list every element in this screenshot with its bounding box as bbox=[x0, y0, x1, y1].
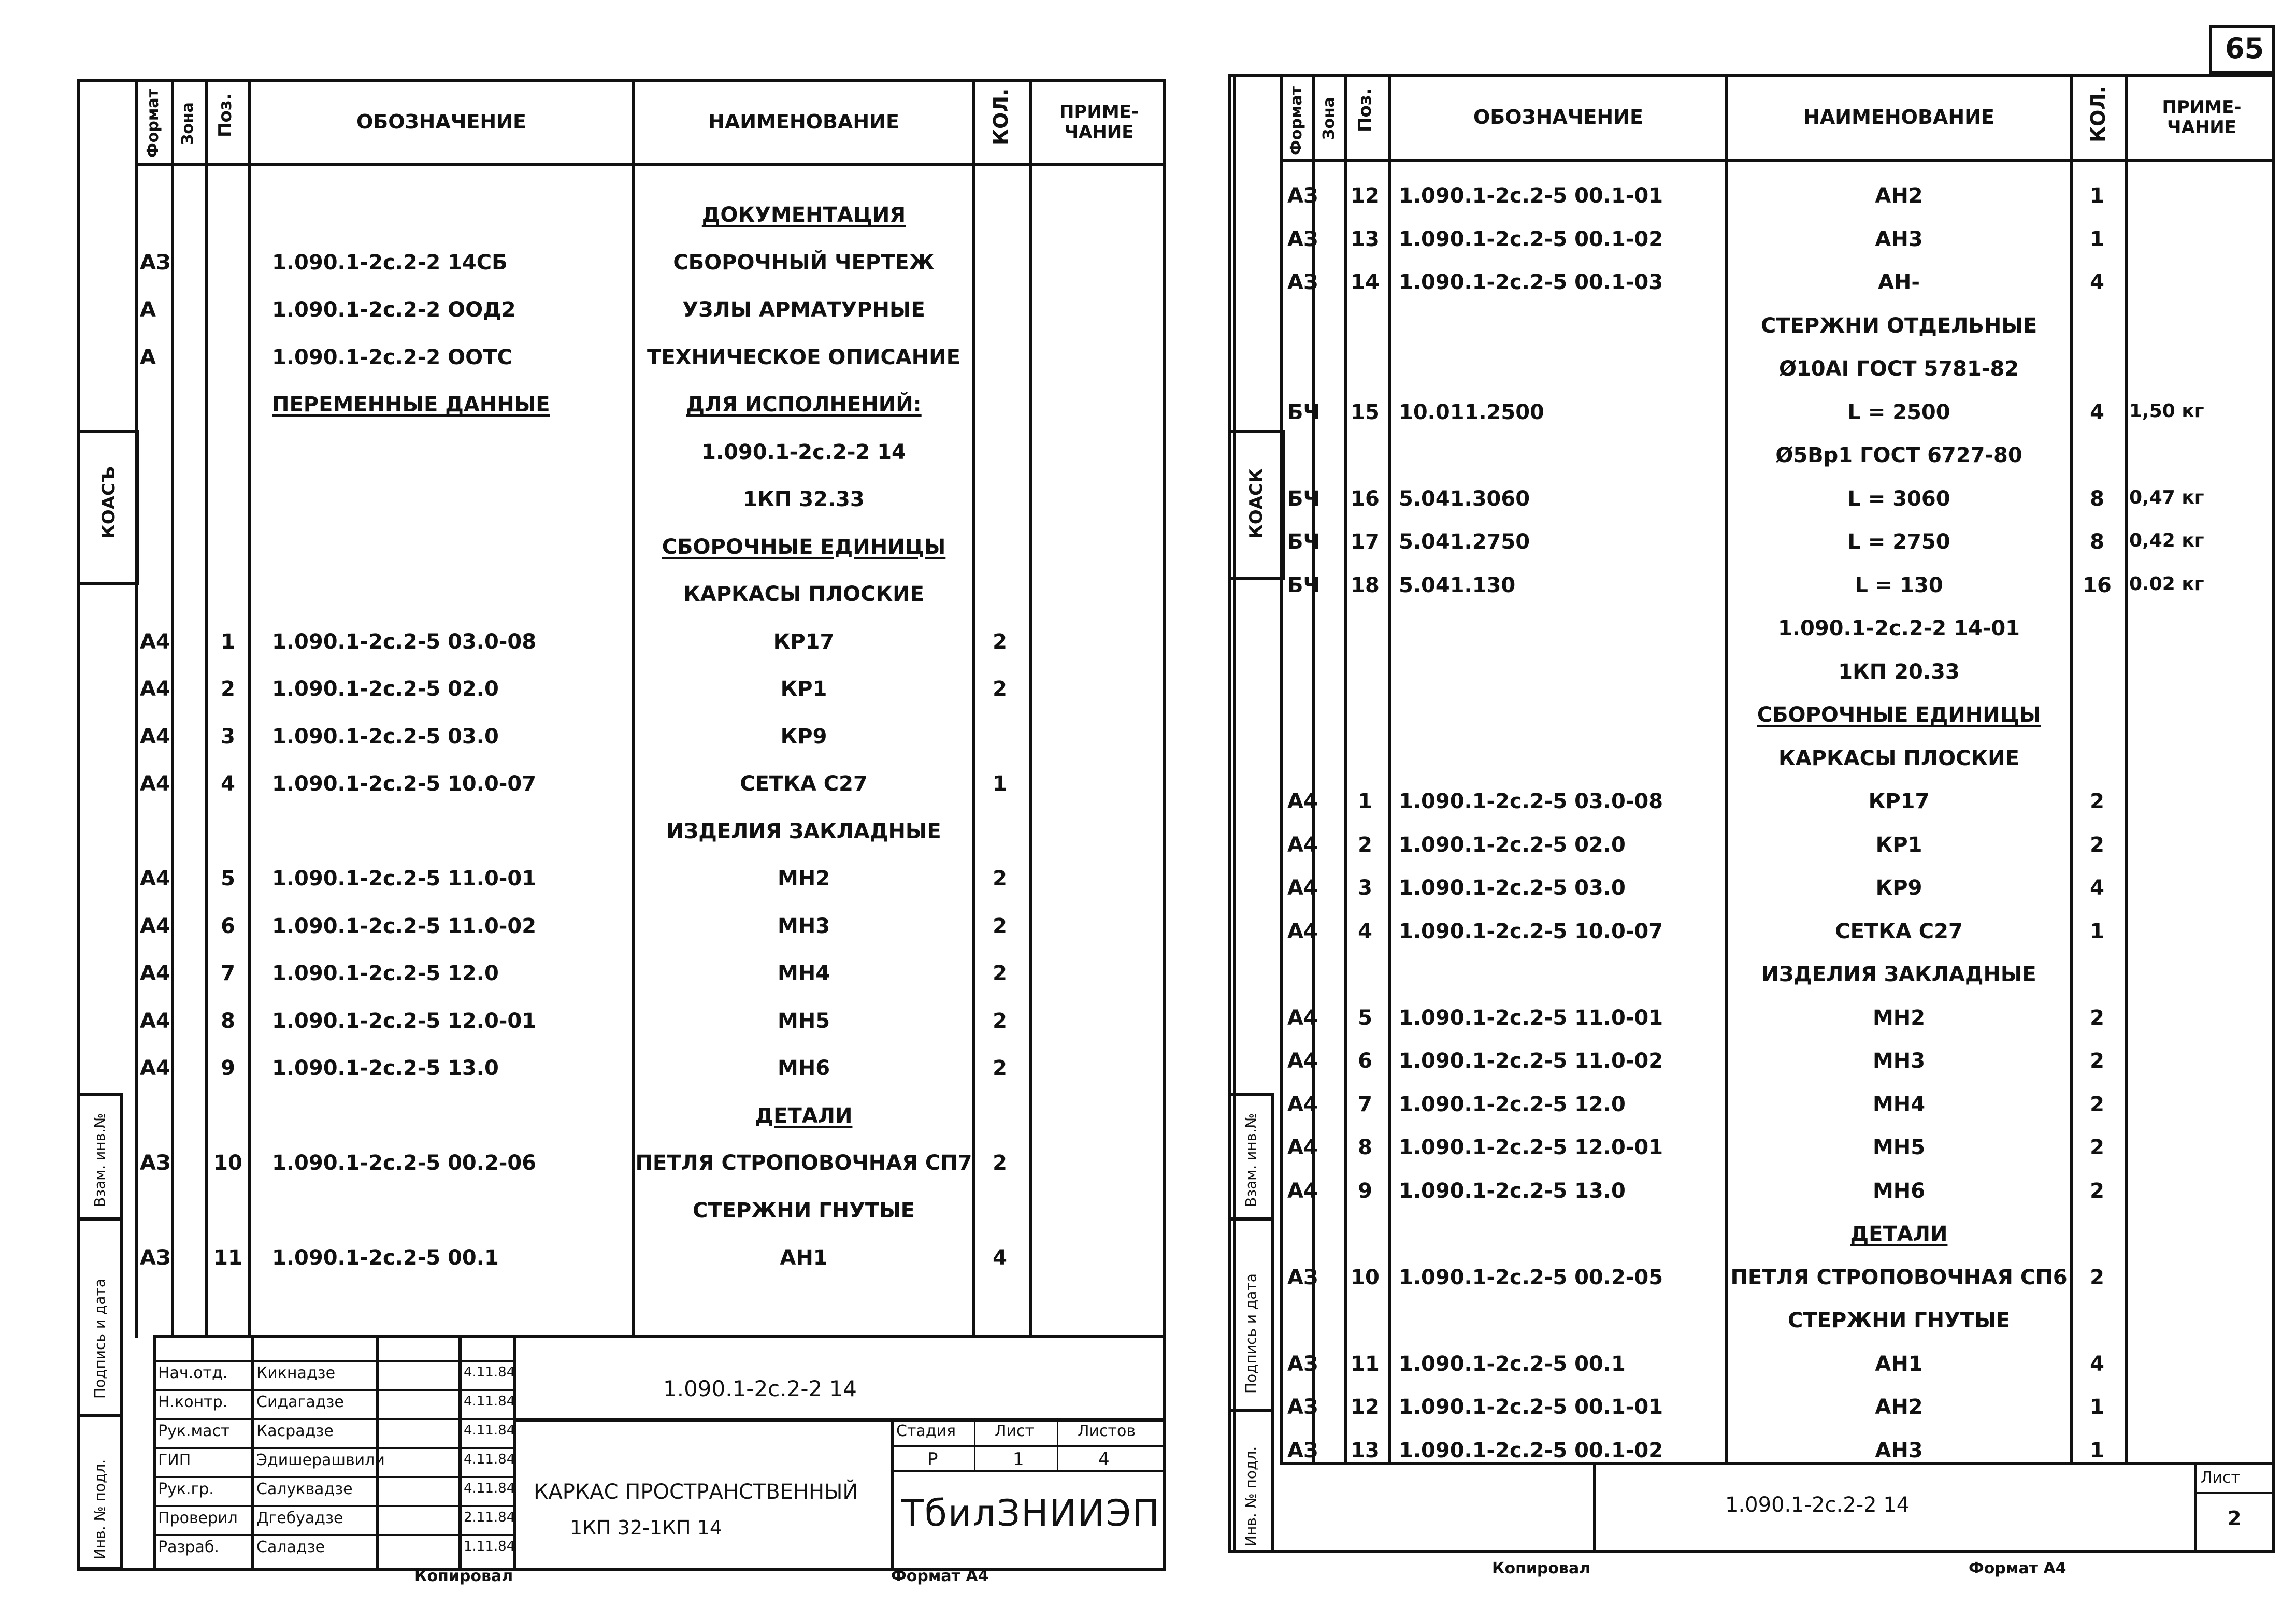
row-designation: 1.090.1-2с.2-2 ООТС bbox=[272, 345, 512, 369]
row-designation: 1.090.1-2с.2-5 03.0-08 bbox=[1399, 790, 1663, 813]
row-designation: 1.090.1-2с.2-5 11.0-02 bbox=[272, 914, 537, 938]
row-format: АЗ bbox=[1287, 227, 1318, 251]
row-position: 12 bbox=[1351, 184, 1380, 208]
row-position: 12 bbox=[1351, 1395, 1380, 1419]
row-format: АЗ bbox=[1287, 1438, 1318, 1462]
row-format: БЧ bbox=[1287, 530, 1320, 554]
row-quantity: 2 bbox=[2090, 1049, 2104, 1073]
tb-date: 4.11.84 bbox=[464, 1394, 515, 1409]
row-designation: 1.090.1-2с.2-5 00.2-05 bbox=[1399, 1265, 1663, 1289]
row-format: А4 bbox=[1287, 833, 1318, 857]
tb-date: 4.11.84 bbox=[464, 1481, 515, 1496]
row-name: ДЕТАЛИ bbox=[1850, 1222, 1948, 1246]
row-format: А4 bbox=[1287, 919, 1318, 943]
row-name: КАРКАСЫ ПЛОСКИЕ bbox=[1778, 746, 2019, 770]
row-quantity: 2 bbox=[2090, 1179, 2104, 1203]
row-position: 9 bbox=[221, 1056, 235, 1080]
row-name: СБОРОЧНЫЙ ЧЕРТЕЖ bbox=[673, 250, 935, 275]
row-name: ТЕХНИЧЕСКОЕ ОПИСАНИЕ bbox=[647, 345, 960, 369]
left-footer-format: Формат А4 bbox=[891, 1567, 989, 1585]
tb-row-line bbox=[153, 1505, 513, 1507]
row-position: 7 bbox=[221, 962, 235, 985]
left-hdr-qty: КОЛ. bbox=[989, 88, 1012, 145]
tb-person: Касрадзе bbox=[256, 1422, 334, 1440]
row-designation: 1.090.1-2с.2-5 03.0 bbox=[272, 724, 499, 749]
tb-role: ГИП bbox=[158, 1451, 191, 1469]
right-hdr-note: ПРИМЕ- ЧАНИЕ bbox=[2162, 96, 2242, 138]
row-name: СТЕРЖНИ ГНУТЫЕ bbox=[1788, 1309, 2010, 1332]
left-hdr-zone: Зона bbox=[179, 102, 197, 145]
row-name: СТЕРЖНИ ОТДЕЛЬНЫЕ bbox=[1760, 313, 2037, 338]
row-quantity: 2 bbox=[993, 1009, 1007, 1033]
row-quantity: 4 bbox=[2090, 1352, 2104, 1376]
tb-row-line bbox=[153, 1389, 513, 1391]
row-position: 10 bbox=[1351, 1265, 1380, 1289]
row-name: СЕТКА С27 bbox=[1835, 919, 1963, 943]
row-format: А4 bbox=[140, 724, 170, 749]
row-name: АН2 bbox=[1875, 184, 1923, 208]
row-name: КР17 bbox=[773, 629, 835, 654]
row-quantity: 2 bbox=[2090, 790, 2104, 813]
row-quantity: 2 bbox=[2090, 833, 2104, 857]
row-format: А4 bbox=[140, 677, 170, 701]
right-hdr-designation: ОБОЗНАЧЕНИЕ bbox=[1473, 106, 1643, 129]
tb-person: Салуквадзе bbox=[256, 1480, 353, 1498]
row-position: 9 bbox=[1358, 1179, 1372, 1203]
left-hdr-name: НАИМЕНОВАНИЕ bbox=[708, 110, 899, 134]
left-tb-title-1: КАРКАС ПРОСТРАНСТВЕННЫЙ bbox=[534, 1480, 858, 1504]
right-hdr-qty: КОЛ. bbox=[2087, 85, 2110, 142]
row-note: 0,42 кг bbox=[2129, 530, 2204, 551]
row-name: 1.090.1-2с.2-2 14 bbox=[701, 440, 906, 464]
left-stamp-inventory: Инв. № подл. bbox=[91, 1459, 108, 1559]
row-name: УЗЛЫ АРМАТУРНЫЕ bbox=[682, 298, 925, 322]
row-format: А4 bbox=[140, 867, 170, 891]
row-format: А4 bbox=[1287, 876, 1318, 900]
row-designation: 1.090.1-2с.2-5 13.0 bbox=[1399, 1179, 1626, 1203]
row-quantity: 1 bbox=[2090, 1395, 2104, 1419]
tb-row-line bbox=[153, 1476, 513, 1478]
row-format: А4 bbox=[140, 1056, 170, 1080]
row-quantity: 2 bbox=[993, 1056, 1007, 1080]
row-designation: 1.090.1-2с.2-5 12.0-01 bbox=[1399, 1136, 1663, 1159]
row-quantity: 16 bbox=[2083, 573, 2112, 597]
row-quantity: 2 bbox=[993, 914, 1007, 938]
left-tb-org: ТбилЗНИИЭП bbox=[901, 1492, 1160, 1534]
row-position: 6 bbox=[1358, 1049, 1372, 1073]
left-hdr-designation: ОБОЗНАЧЕНИЕ bbox=[356, 110, 526, 134]
row-name: МН6 bbox=[777, 1056, 830, 1080]
row-quantity: 1 bbox=[2090, 919, 2104, 943]
right-stamp-replace: Взам. инв.№ bbox=[1242, 1113, 1259, 1207]
tb-role: Нач.отд. bbox=[158, 1364, 228, 1382]
row-position: 10 bbox=[213, 1151, 242, 1175]
row-name: АН1 bbox=[780, 1246, 828, 1270]
tb-role: Н.контр. bbox=[158, 1393, 228, 1411]
row-designation: 1.090.1-2с.2-5 03.0 bbox=[1399, 876, 1626, 900]
row-designation: 1.090.1-2с.2-5 11.0-01 bbox=[1399, 1006, 1663, 1030]
row-position: 1 bbox=[221, 629, 235, 654]
tb-date: 4.11.84 bbox=[464, 1365, 515, 1380]
row-quantity: 2 bbox=[993, 962, 1007, 985]
tb-row-line bbox=[153, 1360, 513, 1362]
tb-person: Дгебуадзе bbox=[256, 1509, 343, 1527]
row-designation: 1.090.1-2с.2-5 12.0 bbox=[272, 962, 499, 985]
row-position: 8 bbox=[1358, 1136, 1372, 1159]
row-designation: 1.090.1-2с.2-5 00.1 bbox=[1399, 1352, 1626, 1376]
row-designation: 1.090.1-2с.2-5 12.0 bbox=[1399, 1092, 1626, 1116]
row-designation: 5.041.2750 bbox=[1399, 530, 1530, 554]
right-hdr-format: Формат bbox=[1287, 86, 1305, 155]
row-name: Ø5Вр1 ГОСТ 6727-80 bbox=[1775, 443, 2022, 467]
tb-role: Рук.маст bbox=[158, 1422, 230, 1440]
row-quantity: 8 bbox=[2090, 486, 2104, 511]
row-quantity: 2 bbox=[993, 677, 1007, 701]
tb-date: 4.11.84 bbox=[464, 1423, 515, 1438]
left-stamp-signature: Подпись и дата bbox=[91, 1279, 108, 1399]
right-side-label: КОАСК bbox=[1246, 468, 1267, 539]
row-name: ИЗДЕЛИЯ ЗАКЛАДНЫЕ bbox=[666, 819, 941, 843]
row-position: 7 bbox=[1358, 1092, 1372, 1116]
tb-role: Проверил bbox=[158, 1509, 238, 1527]
row-position: 14 bbox=[1351, 270, 1380, 294]
row-format: А bbox=[140, 298, 156, 322]
row-name: КР1 bbox=[780, 677, 827, 701]
left-hdr-pos: Поз. bbox=[215, 93, 236, 137]
row-format: А4 bbox=[140, 962, 170, 985]
row-name: L = 2750 bbox=[1847, 530, 1950, 554]
row-designation: 10.011.2500 bbox=[1399, 400, 1544, 424]
left-tb-sheets-label: Листов bbox=[1078, 1422, 1136, 1440]
row-format: БЧ bbox=[1287, 486, 1320, 511]
row-format: БЧ bbox=[1287, 400, 1320, 424]
row-position: 13 bbox=[1351, 227, 1380, 251]
left-tb-stage-label: Стадия bbox=[896, 1422, 956, 1440]
left-sheet-frame bbox=[77, 79, 1166, 1571]
row-format: А4 bbox=[140, 629, 170, 654]
row-designation: 1.090.1-2с.2-5 11.0-01 bbox=[272, 867, 537, 891]
row-position: 1 bbox=[1358, 790, 1372, 813]
row-name: ПЕТЛЯ СТРОПОВОЧНАЯ СП6 bbox=[1730, 1265, 2068, 1289]
row-name: МН3 bbox=[1872, 1049, 1926, 1073]
tb-date: 4.11.84 bbox=[464, 1452, 515, 1467]
row-name: 1КП 20.33 bbox=[1838, 659, 1960, 684]
row-format: БЧ bbox=[1287, 573, 1320, 597]
row-position: 18 bbox=[1351, 573, 1380, 597]
right-tb-doc-code: 1.090.1-2с.2-2 14 bbox=[1725, 1493, 1910, 1517]
row-name: 1КП 32.33 bbox=[743, 487, 865, 511]
left-side-label: КОАСЪ bbox=[98, 466, 119, 539]
row-position: 8 bbox=[221, 1009, 235, 1033]
tb-person: Саладзе bbox=[256, 1538, 325, 1556]
tb-date: 2.11.84 bbox=[464, 1510, 515, 1525]
tb-person: Сидагадзе bbox=[256, 1393, 344, 1411]
row-name: ИЗДЕЛИЯ ЗАКЛАДНЫЕ bbox=[1761, 963, 2036, 986]
left-tb-sheet: 1 bbox=[1013, 1449, 1024, 1470]
row-name: МН4 bbox=[1872, 1092, 1926, 1116]
row-position: 2 bbox=[221, 677, 235, 701]
row-position: 5 bbox=[221, 867, 235, 891]
row-designation: 1.090.1-2с.2-5 10.0-07 bbox=[1399, 919, 1663, 943]
row-quantity: 4 bbox=[2090, 400, 2104, 424]
row-designation: 1.090.1-2с.2-5 00.1-02 bbox=[1399, 227, 1663, 251]
row-position: 6 bbox=[221, 914, 235, 938]
row-name: СБОРОЧНЫЕ ЕДИНИЦЫ bbox=[662, 535, 946, 559]
row-position: 2 bbox=[1358, 833, 1372, 857]
row-quantity: 2 bbox=[993, 867, 1007, 891]
row-name: L = 3060 bbox=[1847, 486, 1950, 511]
row-quantity: 2 bbox=[993, 1151, 1007, 1175]
tb-role: Разраб. bbox=[158, 1538, 219, 1556]
row-name: L = 2500 bbox=[1847, 400, 1950, 424]
row-designation: 1.090.1-2с.2-2 14СБ bbox=[272, 250, 508, 275]
tb-person: Эдишерашвили bbox=[256, 1451, 385, 1469]
row-note: 0,47 кг bbox=[2129, 486, 2204, 508]
row-designation: 1.090.1-2с.2-5 02.0 bbox=[272, 677, 499, 701]
row-format: А4 bbox=[140, 1009, 170, 1033]
row-quantity: 2 bbox=[2090, 1092, 2104, 1116]
row-name: 1.090.1-2с.2-2 14-01 bbox=[1777, 616, 2020, 640]
left-hdr-format: Формат bbox=[144, 89, 162, 158]
row-position: 3 bbox=[1358, 876, 1372, 900]
left-tb-stage: Р bbox=[927, 1449, 938, 1470]
row-format: АЗ bbox=[1287, 1395, 1318, 1419]
row-position: 11 bbox=[1351, 1352, 1380, 1376]
row-name: СТЕРЖНИ ГНУТЫЕ bbox=[693, 1198, 915, 1223]
row-quantity: 2 bbox=[2090, 1006, 2104, 1030]
row-designation: 1.090.1-2с.2-5 12.0-01 bbox=[272, 1009, 537, 1033]
left-tb-sheet-label: Лист bbox=[995, 1422, 1035, 1440]
left-tb-doc-code: 1.090.1-2с.2-2 14 bbox=[663, 1376, 857, 1401]
left-tb-title-2: 1КП 32-1КП 14 bbox=[570, 1516, 723, 1539]
row-position: 5 bbox=[1358, 1006, 1372, 1030]
row-designation: 1.090.1-2с.2-5 00.1-01 bbox=[1399, 1395, 1663, 1419]
row-name: Ø10АI ГОСТ 5781-82 bbox=[1778, 357, 2019, 381]
row-format: А4 bbox=[1287, 1006, 1318, 1030]
row-quantity: 4 bbox=[2090, 876, 2104, 900]
row-quantity: 2 bbox=[2090, 1136, 2104, 1159]
tb-row-line bbox=[153, 1534, 513, 1536]
row-format: АЗ bbox=[1287, 184, 1318, 208]
row-quantity: 2 bbox=[993, 629, 1007, 654]
row-note: 1,50 кг bbox=[2129, 400, 2204, 422]
row-name: АН2 bbox=[1875, 1395, 1923, 1419]
row-position: 17 bbox=[1351, 530, 1380, 554]
row-name: МН4 bbox=[777, 962, 830, 985]
row-position: 16 bbox=[1351, 486, 1380, 511]
tb-person: Кикнадзе bbox=[256, 1364, 336, 1382]
row-name: АН3 bbox=[1875, 227, 1923, 251]
row-name: АН1 bbox=[1875, 1352, 1923, 1376]
row-designation: 1.090.1-2с.2-5 13.0 bbox=[272, 1056, 499, 1080]
tb-role: Рук.гр. bbox=[158, 1480, 214, 1498]
row-note: 0.02 кг bbox=[2129, 573, 2204, 595]
row-designation: 5.041.130 bbox=[1399, 573, 1516, 597]
right-hdr-name: НАИМЕНОВАНИЕ bbox=[1803, 106, 1994, 129]
row-name: ПЕТЛЯ СТРОПОВОЧНАЯ СП7 bbox=[635, 1151, 972, 1175]
row-quantity: 1 bbox=[993, 772, 1007, 796]
row-name: МН3 bbox=[777, 914, 830, 938]
row-quantity: 4 bbox=[993, 1246, 1007, 1270]
row-position: 13 bbox=[1351, 1438, 1380, 1462]
row-designation: 1.090.1-2с.2-5 02.0 bbox=[1399, 833, 1626, 857]
row-format: АЗ bbox=[1287, 1352, 1318, 1376]
row-name: МН2 bbox=[777, 867, 830, 891]
row-format: А4 bbox=[1287, 1179, 1318, 1203]
left-hdr-note: ПРИМЕ- ЧАНИЕ bbox=[1059, 101, 1139, 142]
row-format: АЗ bbox=[1287, 1265, 1318, 1289]
row-position: 4 bbox=[221, 772, 235, 796]
right-hdr-pos: Поз. bbox=[1355, 88, 1375, 132]
left-tb-sheets: 4 bbox=[1098, 1449, 1110, 1470]
row-format: А4 bbox=[140, 772, 170, 796]
row-name: МН5 bbox=[777, 1009, 830, 1033]
row-designation: 1.090.1-2с.2-5 10.0-07 bbox=[272, 772, 537, 796]
row-name: ДЕТАЛИ bbox=[755, 1103, 853, 1128]
row-format: А4 bbox=[1287, 1049, 1318, 1073]
right-tb-sheet-label: Лист bbox=[2201, 1469, 2241, 1487]
row-name: КР9 bbox=[780, 724, 827, 749]
right-footer-format: Формат А4 bbox=[1969, 1559, 2067, 1577]
row-name: СЕТКА С27 bbox=[740, 772, 868, 796]
row-designation: ПЕРЕМЕННЫЕ ДАННЫЕ bbox=[272, 393, 550, 417]
row-designation: 1.090.1-2с.2-5 00.1-03 bbox=[1399, 270, 1663, 294]
row-designation: 1.090.1-2с.2-5 00.2-06 bbox=[272, 1151, 537, 1175]
left-stamp-replace: Взам. инв.№ bbox=[91, 1113, 108, 1207]
row-name: АН3 bbox=[1875, 1438, 1923, 1462]
row-position: 4 bbox=[1358, 919, 1372, 943]
row-name: МН2 bbox=[1872, 1006, 1926, 1030]
right-footer-copied: Копировал bbox=[1492, 1559, 1591, 1577]
row-name: КР17 bbox=[1868, 790, 1930, 813]
row-designation: 1.090.1-2с.2-5 11.0-02 bbox=[1399, 1049, 1663, 1073]
right-tb-sheet: 2 bbox=[2228, 1507, 2242, 1530]
row-position: 15 bbox=[1351, 400, 1380, 424]
row-name: КР1 bbox=[1875, 833, 1922, 857]
left-footer-copied: Копировал bbox=[414, 1567, 513, 1585]
tb-date: 1.11.84 bbox=[464, 1539, 515, 1554]
row-designation: 1.090.1-2с.2-5 00.1-01 bbox=[1399, 184, 1663, 208]
row-quantity: 1 bbox=[2090, 1438, 2104, 1462]
right-hdr-zone: Зона bbox=[1320, 97, 1338, 140]
row-name: КАРКАСЫ ПЛОСКИЕ bbox=[683, 582, 924, 606]
row-designation: 1.090.1-2с.2-5 00.1-02 bbox=[1399, 1438, 1663, 1462]
row-quantity: 2 bbox=[2090, 1265, 2104, 1289]
row-format: А4 bbox=[140, 914, 170, 938]
row-name: ДЛЯ ИСПОЛНЕНИЙ: bbox=[686, 393, 922, 417]
row-name: ДОКУМЕНТАЦИЯ bbox=[701, 203, 906, 227]
row-quantity: 4 bbox=[2090, 270, 2104, 294]
row-name: L = 130 bbox=[1855, 573, 1943, 597]
row-format: АЗ bbox=[1287, 270, 1318, 294]
row-name: МН5 bbox=[1872, 1136, 1926, 1159]
row-position: 11 bbox=[213, 1246, 242, 1270]
row-name: КР9 bbox=[1875, 876, 1922, 900]
row-format: А4 bbox=[1287, 790, 1318, 813]
row-format: АЗ bbox=[140, 1246, 171, 1270]
row-name: СБОРОЧНЫЕ ЕДИНИЦЫ bbox=[1757, 703, 2041, 727]
tb-row-line bbox=[153, 1418, 513, 1420]
row-quantity: 8 bbox=[2090, 530, 2104, 554]
row-designation: 1.090.1-2с.2-2 ООД2 bbox=[272, 298, 516, 322]
row-designation: 1.090.1-2с.2-5 03.0-08 bbox=[272, 629, 537, 654]
row-position: 3 bbox=[221, 724, 235, 749]
row-format: А bbox=[140, 345, 156, 369]
right-stamp-signature: Подпись и дата bbox=[1242, 1273, 1259, 1394]
row-quantity: 1 bbox=[2090, 227, 2104, 251]
right-stamp-inventory: Инв. № подл. bbox=[1242, 1446, 1259, 1546]
row-format: АЗ bbox=[140, 250, 171, 275]
row-format: А4 bbox=[1287, 1136, 1318, 1159]
row-quantity: 1 bbox=[2090, 184, 2104, 208]
row-designation: 5.041.3060 bbox=[1399, 486, 1530, 511]
row-designation: 1.090.1-2с.2-5 00.1 bbox=[272, 1246, 499, 1270]
row-name: МН6 bbox=[1872, 1179, 1926, 1203]
row-format: АЗ bbox=[140, 1151, 171, 1175]
page-number: 65 bbox=[2225, 32, 2264, 65]
row-name: АН- bbox=[1877, 270, 1920, 294]
tb-row-line bbox=[153, 1447, 513, 1449]
row-format: А4 bbox=[1287, 1092, 1318, 1116]
